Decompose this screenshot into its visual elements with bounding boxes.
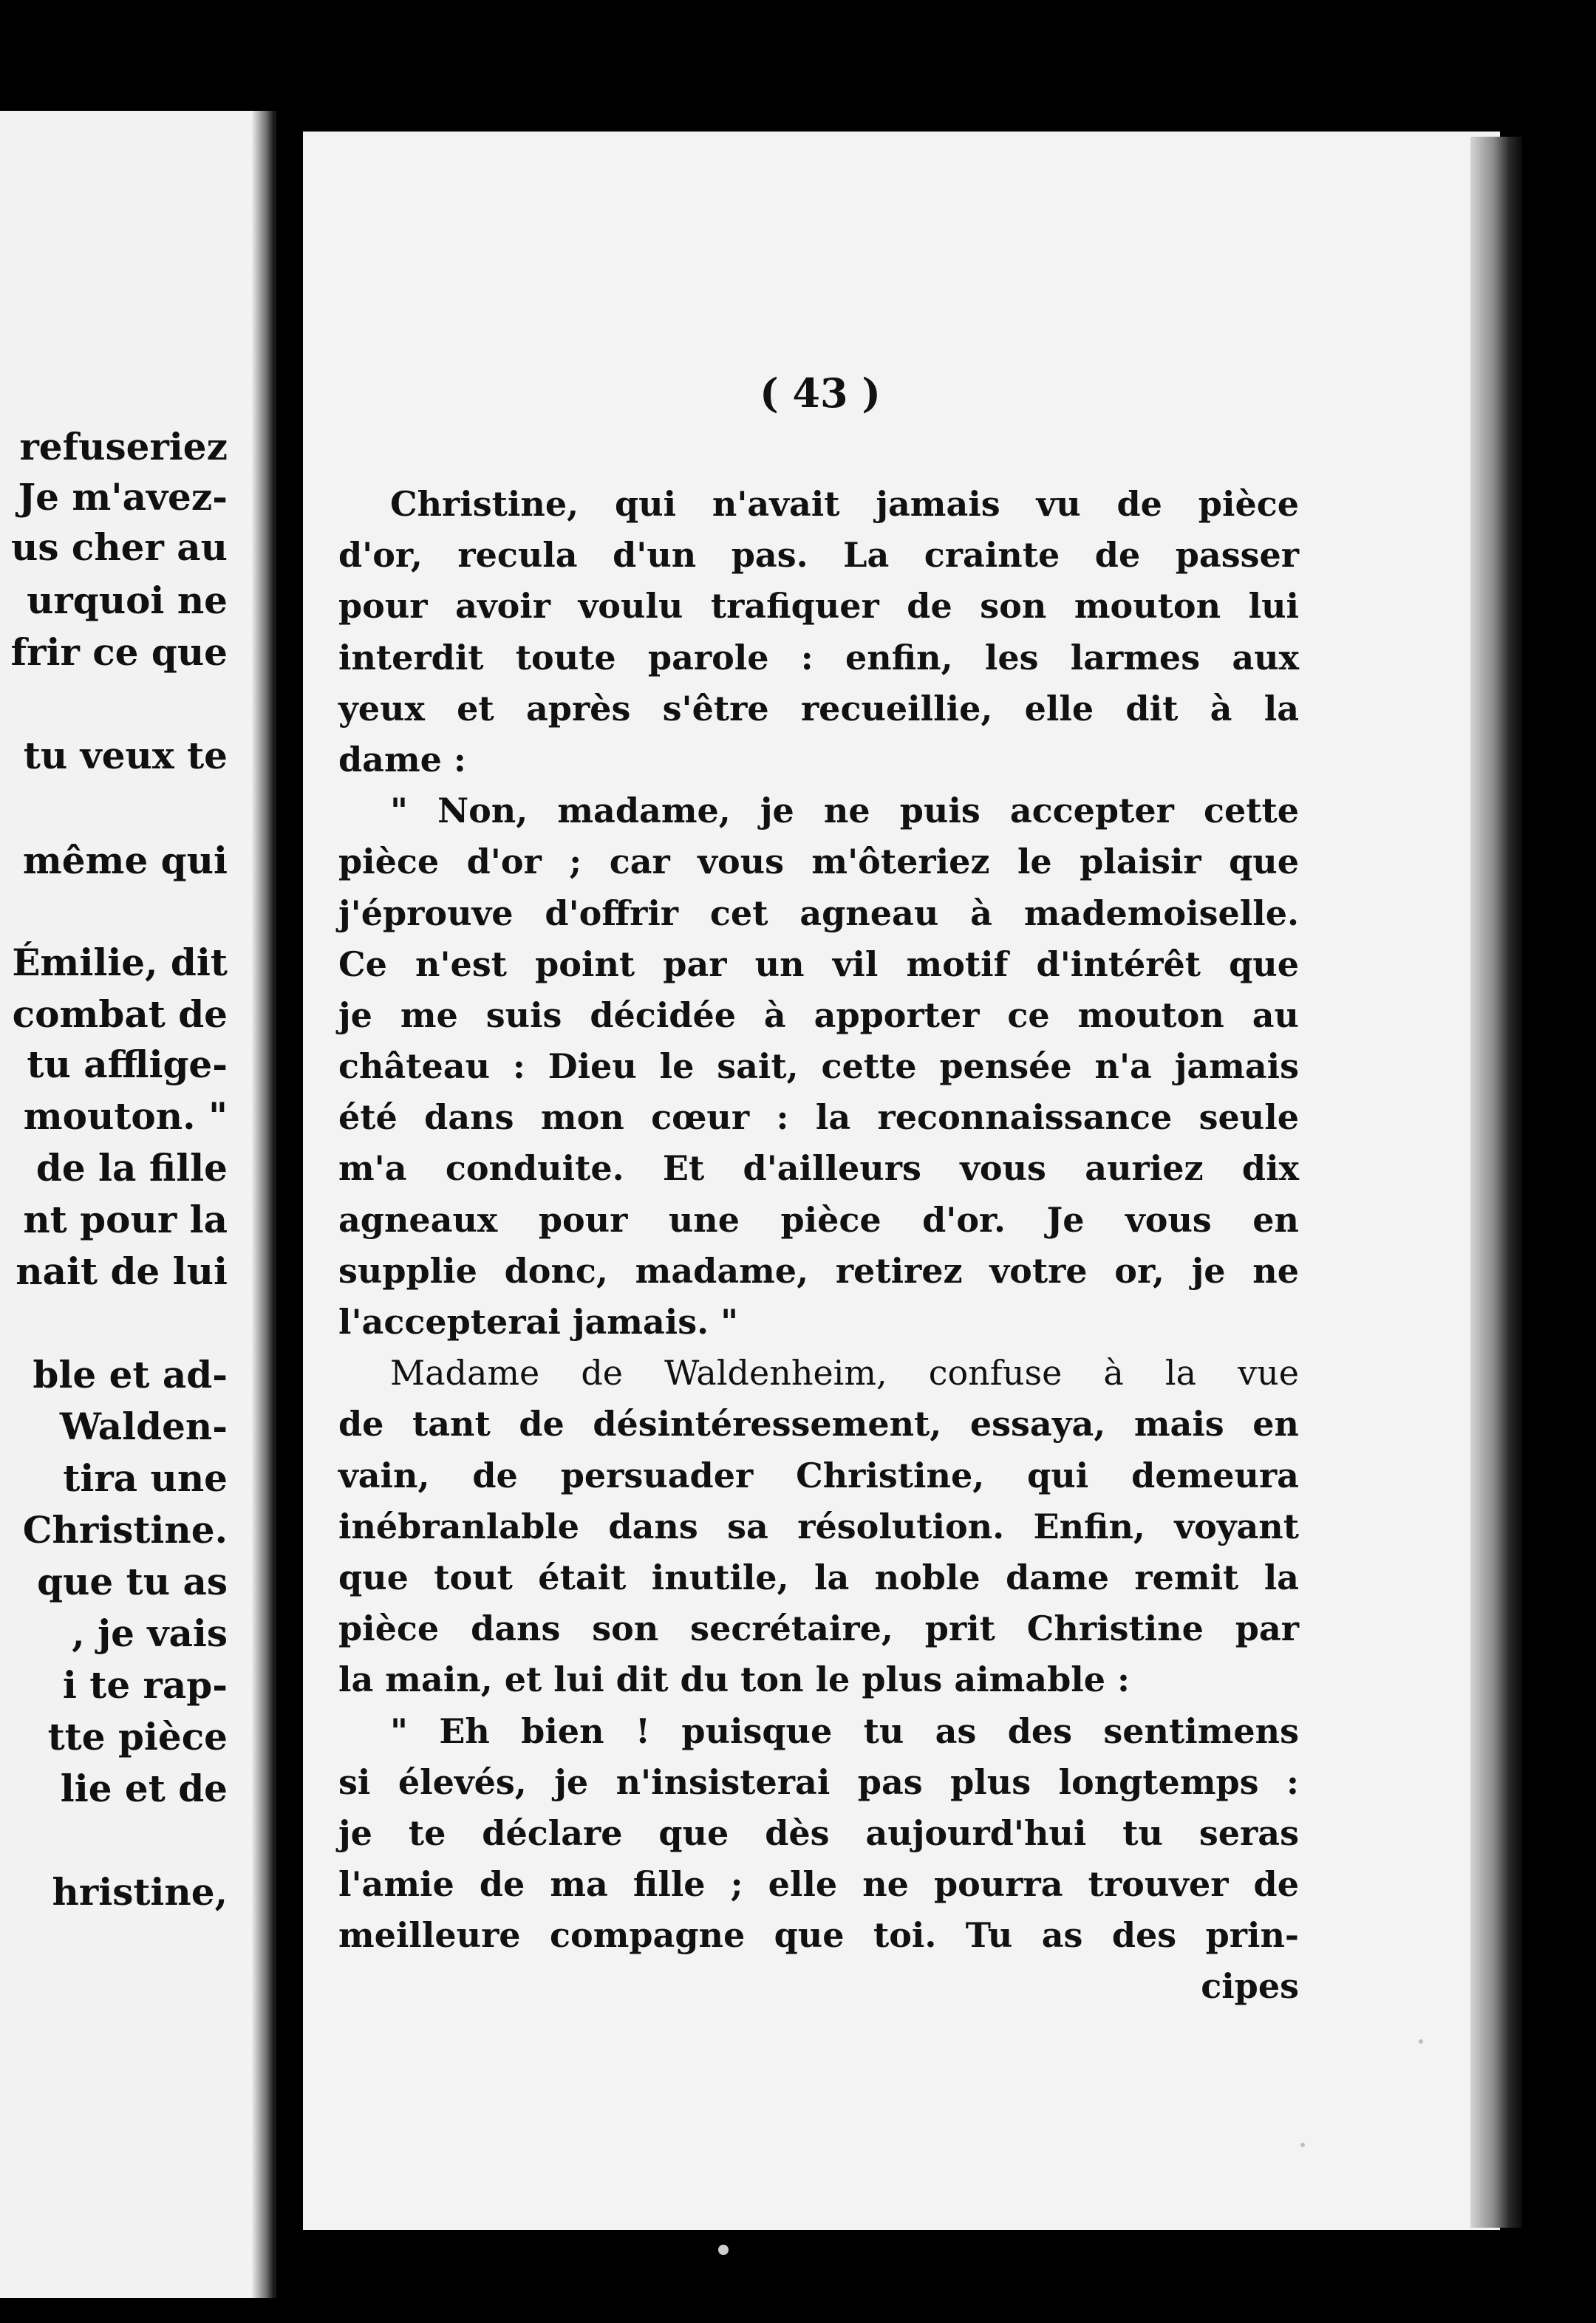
- left-line: ble et ad-: [33, 1353, 228, 1396]
- text-line: Christine, qui n'avait jamais vu de pièce: [390, 484, 1299, 524]
- left-line: hristine,: [52, 1870, 228, 1914]
- catchword: cipes: [1201, 1966, 1299, 2007]
- left-line: frir ce que: [10, 630, 228, 674]
- text-line: pour avoir voulu trafiquer de son mouton lui: [338, 586, 1299, 627]
- left-line: tte pièce: [47, 1715, 228, 1759]
- left-line: nait de lui: [16, 1249, 228, 1293]
- text-line: dame :: [338, 739, 466, 780]
- text-line: si élevés, je n'insisterai pas plus longtemps :: [338, 1761, 1299, 1802]
- page-speck: [1419, 2039, 1423, 2044]
- left-line: tu veux te: [23, 734, 228, 777]
- page-speck: [718, 2245, 729, 2255]
- text-line: je te déclare que dès aujourd'hui tu seras: [338, 1812, 1299, 1853]
- left-line: combat de: [12, 992, 228, 1036]
- text-line: de tant de désintéressement, essaya, mais en: [338, 1404, 1299, 1444]
- left-line: lie et de: [60, 1767, 228, 1810]
- left-line: Walden-: [59, 1405, 228, 1448]
- left-line: même qui: [22, 839, 228, 882]
- left-line: i te rap-: [62, 1663, 228, 1707]
- text-line: Madame de Waldenheim, confuse à la vue: [390, 1353, 1299, 1394]
- body-text: [338, 479, 1299, 2013]
- page-number: ( 43 ): [760, 369, 881, 417]
- left-line: tu afflige-: [27, 1043, 228, 1086]
- page-speck: [1300, 2143, 1305, 2147]
- text-line: agneaux pour une pièce d'or. Je vous en: [338, 1199, 1299, 1240]
- text-line: yeux et après s'être recueillie, elle dit à la: [338, 688, 1299, 729]
- text-line: l'accepterai jamais. ": [338, 1302, 739, 1342]
- text-line: m'a conduite. Et d'ailleurs vous auriez dix: [338, 1148, 1299, 1189]
- left-line: de la fille: [35, 1146, 228, 1190]
- text-line: pièce dans son secrétaire, prit Christine par: [338, 1609, 1299, 1649]
- text-line: " Non, madame, je ne puis accepter cette: [390, 791, 1299, 831]
- text-line: j'éprouve d'offrir cet agneau à mademoiselle.: [338, 893, 1299, 933]
- text-line: " Eh bien ! puisque tu as des sentimens: [390, 1710, 1299, 1751]
- left-line: nt pour la: [23, 1198, 228, 1241]
- text-line: l'amie de ma fille ; elle ne pourra trouver de: [338, 1864, 1299, 1905]
- text-line: la main, et lui dit du ton le plus aimable :: [338, 1659, 1130, 1700]
- left-line: refuseriez: [19, 425, 228, 468]
- text-line: pièce d'or ; car vous m'ôteriez le plaisir que: [338, 842, 1299, 882]
- text-line: vain, de persuader Christine, qui demeura: [338, 1455, 1299, 1495]
- left-line: que tu as: [37, 1560, 228, 1603]
- left-line: mouton. ": [23, 1094, 228, 1138]
- text-line: d'or, recula d'un pas. La crainte de passer: [338, 535, 1299, 576]
- text-line: meilleure compagne que toi. Tu as des prin-: [338, 1915, 1299, 1956]
- text-line: Ce n'est point par un vil motif d'intérêt que: [338, 944, 1299, 984]
- left-line: Christine.: [22, 1508, 228, 1552]
- left-line: urquoi ne: [27, 579, 228, 622]
- text-line: je me suis décidée à apporter ce mouton au: [338, 995, 1299, 1035]
- left-line: Émilie, dit: [12, 941, 228, 984]
- text-line: supplie donc, madame, retirez votre or, je ne: [338, 1250, 1299, 1291]
- left-page: [0, 111, 276, 2298]
- left-line: tira une: [63, 1456, 228, 1500]
- text-line: été dans mon cœur : la reconnaissance seule: [338, 1097, 1299, 1138]
- left-line: us cher au: [10, 525, 228, 569]
- text-line: que tout était inutile, la noble dame remit la: [338, 1557, 1299, 1597]
- text-line: interdit toute parole : enfin, les larmes aux: [338, 637, 1299, 678]
- text-line: inébranlable dans sa résolution. Enfin, voyant: [338, 1506, 1299, 1546]
- left-line: Je m'avez-: [18, 475, 228, 519]
- left-line: , je vais: [72, 1611, 228, 1655]
- right-page-edge: [1470, 137, 1522, 2228]
- text-line: château : Dieu le sait, cette pensée n'a jamais: [338, 1046, 1299, 1087]
- left-page-text: [0, 111, 273, 2298]
